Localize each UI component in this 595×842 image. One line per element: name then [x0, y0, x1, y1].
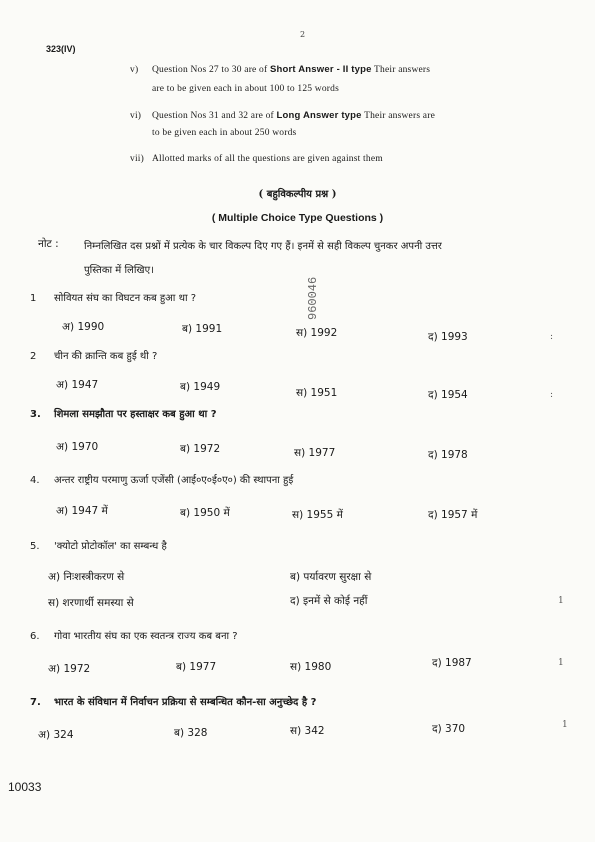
option-c: स) 1977: [294, 447, 336, 459]
instruction-num: vi): [130, 111, 142, 121]
question-6: 6. गोवा भारतीय संघ का एक स्वतन्त्र राज्य कब बना ?: [30, 631, 238, 642]
question-3: 3. शिमला समझौता पर हस्ताक्षर कब हुआ था ?: [30, 409, 217, 420]
option-d: द) 1993: [428, 331, 468, 343]
option-c: स) 1992: [296, 327, 338, 339]
option-b: ब) 1972: [180, 443, 221, 455]
option-a: अ) 1970: [56, 441, 99, 453]
option-b: ब) 1950 में: [180, 507, 230, 519]
option-a: अ) 1972: [48, 663, 91, 675]
footer-code: 10033: [8, 780, 42, 794]
note-line-1: निम्नलिखित दस प्रश्नों में प्रत्येक के चार विकल्प दिए गए हैं। इनमें से सही विकल्प चुनकर अपनी उत्तर: [84, 241, 442, 252]
section-title-english: ( Multiple Choice Type Questions ): [211, 212, 384, 224]
option-a: अ) 324: [38, 729, 74, 741]
instruction-vii: vii) Allotted marks of all the questions are given against them: [130, 154, 383, 164]
question-mark: 1: [558, 596, 564, 606]
option-c: स) 1980: [290, 661, 332, 673]
option-d: द) 1957 में: [428, 509, 478, 521]
option-c: स) 1951: [296, 387, 338, 399]
question-2: 2 चीन की क्रान्ति कब हुई थी ?: [30, 351, 158, 362]
question-5: 5. 'क्योटो प्रोटोकॉल' का सम्बन्ध है: [30, 541, 167, 552]
instruction-vi: vi) Question Nos 31 and 32 are of Long Answer type Their answers are: [130, 110, 435, 121]
option-d: द) 1987: [432, 657, 472, 669]
page-number: 2: [300, 30, 306, 39]
question-7: 7. भारत के संविधान में निर्वाचन प्रक्रिया से सम्बन्धित कौन-सा अनुच्छेद है ?: [30, 697, 317, 708]
option-d: द) 1978: [428, 449, 468, 461]
option-a: अ) 1990: [62, 321, 105, 333]
note-label: नोट :: [38, 238, 59, 250]
section-title-hindi: ( बहुविकल्पीय प्रश्न ): [258, 189, 337, 200]
instruction-num: v): [130, 65, 139, 75]
instruction-num: vii): [130, 154, 144, 164]
option-b: ब) 328: [174, 727, 208, 739]
option-b: ब) पर्यावरण सुरक्षा से: [290, 571, 372, 583]
option-a: अ) 1947 में: [56, 505, 108, 517]
question-4: 4. अन्तर राष्ट्रीय परमाणु ऊर्जा एजेंसी (आई०ए०ई०ए०) की स्थापना हुई: [30, 475, 294, 486]
instruction-vi-line2: to be given each in about 250 words: [152, 128, 297, 138]
option-d: द) इनमें से कोई नहीं: [290, 595, 368, 607]
serial-stamp: 960046: [306, 276, 320, 320]
instruction-v: v) Question Nos 27 to 30 are of Short Answer - II type Their answers: [130, 64, 431, 75]
option-c: स) शरणार्थी समस्या से: [48, 597, 134, 609]
option-c: स) 342: [290, 725, 325, 737]
paper-code: 323(IV): [46, 44, 76, 54]
option-a: अ) 1947: [56, 379, 99, 391]
option-d: द) 1954: [428, 389, 468, 401]
option-b: ब) 1991: [182, 323, 223, 335]
instruction-v-line2: are to be given each in about 100 to 125 words: [152, 84, 340, 94]
question-1: 1 सोवियत संघ का विघटन कब हुआ था ?: [30, 293, 197, 304]
option-a: अ) निःशस्त्रीकरण से: [48, 571, 125, 583]
option-d: द) 370: [432, 723, 466, 735]
option-b: ब) 1977: [176, 661, 217, 673]
option-b: ब) 1949: [180, 381, 221, 393]
option-c: स) 1955 में: [292, 509, 343, 521]
note-line-2: पुस्तिका में लिखिए।: [84, 265, 154, 276]
question-mark: 1: [558, 658, 564, 668]
question-mark: 1: [562, 720, 568, 730]
question-mark: :: [550, 390, 554, 400]
question-mark: :: [550, 332, 554, 342]
